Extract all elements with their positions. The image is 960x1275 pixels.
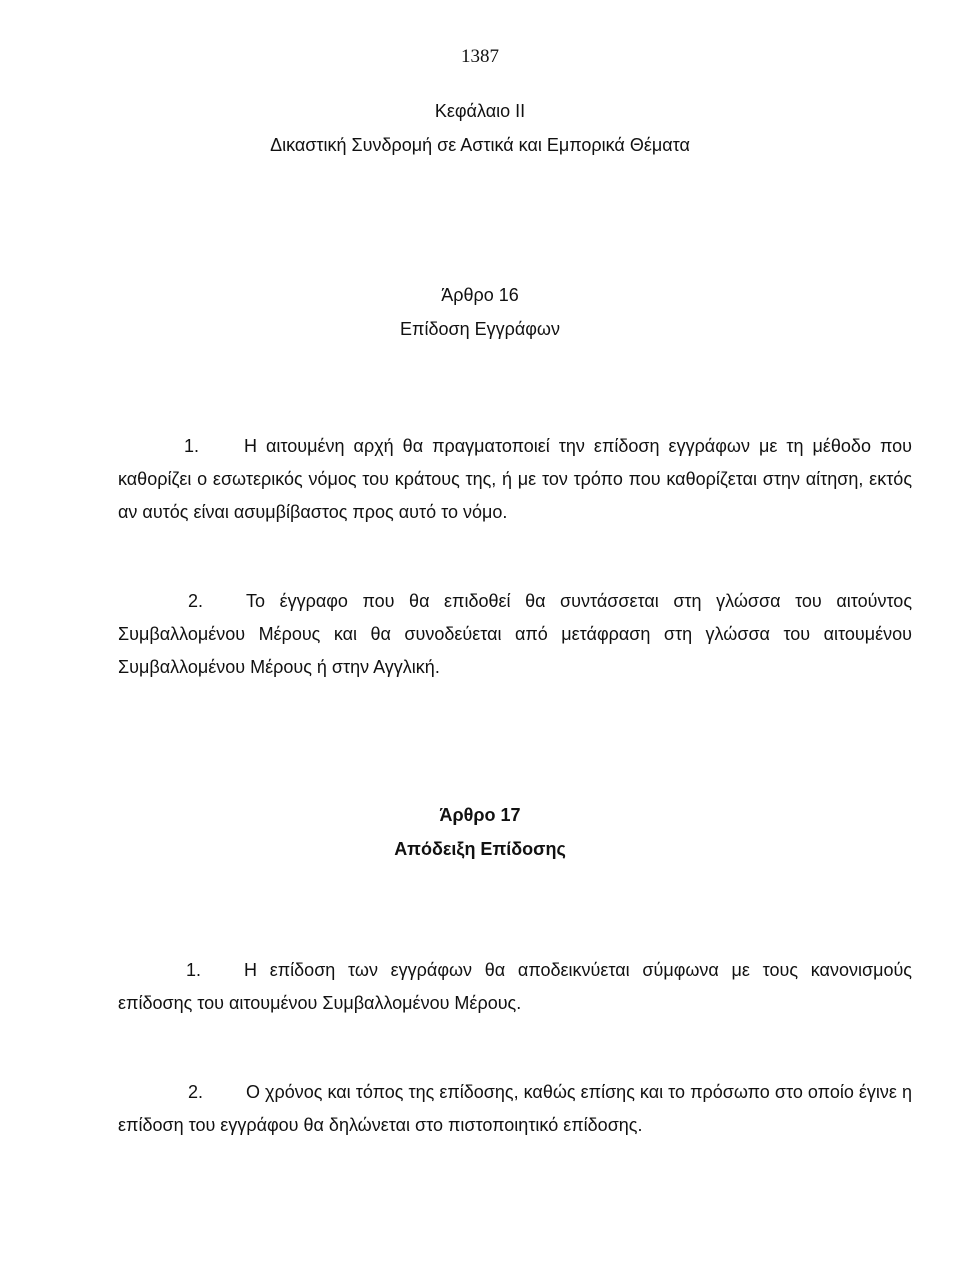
paragraph-number: 2. (188, 591, 204, 611)
chapter-header (0, 94, 960, 162)
page-number: 1387 (461, 46, 499, 67)
article-17-paragraph-1 (118, 954, 912, 1020)
article-17-paragraph-2 (118, 1076, 912, 1142)
paragraph-text: Η επίδοση των εγγράφων θα αποδεικνύεται σύμφωνα με τους κανονισμούς επίδοσης του αιτουμένου Συμβαλλομένου Μέρους. (118, 960, 912, 1013)
article-16-paragraph-2 (118, 585, 912, 684)
article-subtitle: Απόδειξη Επίδοσης (394, 839, 566, 859)
article-16-header (0, 278, 960, 346)
chapter-label: Κεφάλαιο ΙΙ (434, 101, 526, 121)
paragraph-text: Το έγγραφο που θα επιδοθεί θα συντάσσεται στη γλώσσα του αιτούντος Συμβαλλομένου Μέρους και θα συνοδεύεται από μετάφραση στη γλώσσα του αιτουμένου Συμβαλλομένου Μέρους ή στην Αγγλική. (118, 591, 912, 677)
article-heading: Άρθρο 16 (441, 285, 519, 305)
paragraph-number: 1. (186, 960, 202, 980)
paragraph-text: Ο χρόνος και τόπος της επίδοσης, καθώς επίσης και το πρόσωπο στο οποίο έγινε η επίδοση του εγγράφου θα δηλώνεται στο πιστοποιητικό επίδοσης. (118, 1082, 912, 1135)
paragraph-number: 2. (188, 1082, 204, 1102)
chapter-title: Δικαστική Συνδρομή σε Αστικά και Εμπορικά Θέματα (270, 135, 690, 155)
article-17-header (0, 798, 960, 866)
article-16-paragraph-1 (118, 430, 912, 529)
paragraph-text: Η αιτουμένη αρχή θα πραγματοποιεί την επίδοση εγγράφων με τη μέθοδο που καθορίζει ο εσωτερικός νόμος του κράτους της, ή με τον τρόπο που καθορίζεται στην αίτηση, εκτός αν αυτός είναι ασυμβίβαστος προς αυτό το νόμο. (118, 436, 912, 522)
paragraph-number: 1. (184, 436, 200, 456)
article-subtitle: Επίδοση Εγγράφων (400, 319, 560, 339)
article-heading: Άρθρο 17 (439, 805, 521, 825)
